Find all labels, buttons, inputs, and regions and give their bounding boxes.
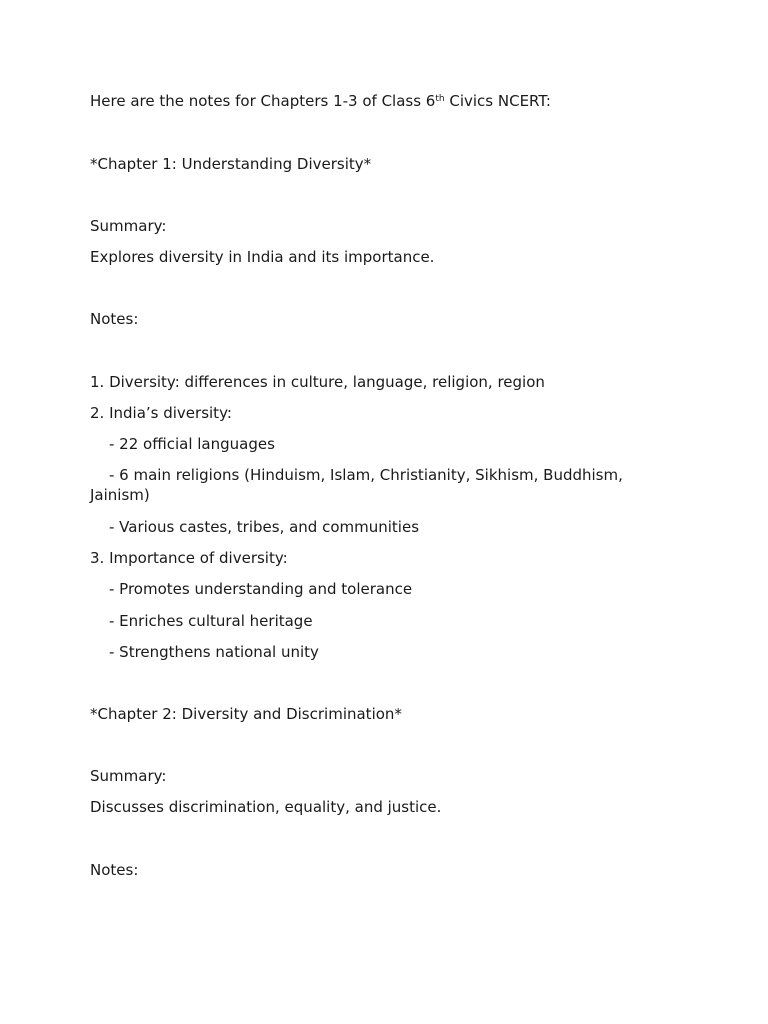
note-item: 3. Importance of diversity:: [90, 549, 288, 567]
intro-text-end: Civics NCERT:: [444, 92, 551, 110]
note-item: 2. India’s diversity:: [90, 404, 232, 422]
note-item: 1. Diversity: differences in culture, language, religion, region: [90, 373, 545, 391]
note-subitem: - Promotes understanding and tolerance: [109, 580, 413, 598]
chapter-1-notes-label: Notes:: [90, 310, 139, 328]
chapter-2-summary-label: Summary:: [90, 767, 167, 785]
note-subitem: - 22 official languages: [109, 435, 275, 453]
intro-line: [90, 91, 650, 111]
note-subitem: - 6 main religions (Hinduism, Islam, Christianity, Sikhism, Buddhism, Jainism): [90, 466, 623, 504]
note-subitem: - Various castes, tribes, and communities: [109, 518, 420, 536]
chapter-2-heading: *Chapter 2: Diversity and Discrimination*: [90, 705, 402, 723]
note-subitem: - Strengthens national unity: [109, 643, 319, 661]
chapter-1-summary: Explores diversity in India and its importance.: [90, 248, 435, 266]
chapter-1-heading: *Chapter 1: Understanding Diversity*: [90, 155, 372, 173]
chapter-2-notes-label: Notes:: [90, 861, 139, 879]
intro-text: Here are the notes for Chapters 1-3 of Class 6: [90, 92, 436, 110]
intro-superscript: th: [435, 94, 445, 104]
chapter-2-summary: Discusses discrimination, equality, and justice.: [90, 798, 442, 816]
note-subitem: - Enriches cultural heritage: [109, 612, 313, 630]
chapter-1-summary-label: Summary:: [90, 217, 167, 235]
